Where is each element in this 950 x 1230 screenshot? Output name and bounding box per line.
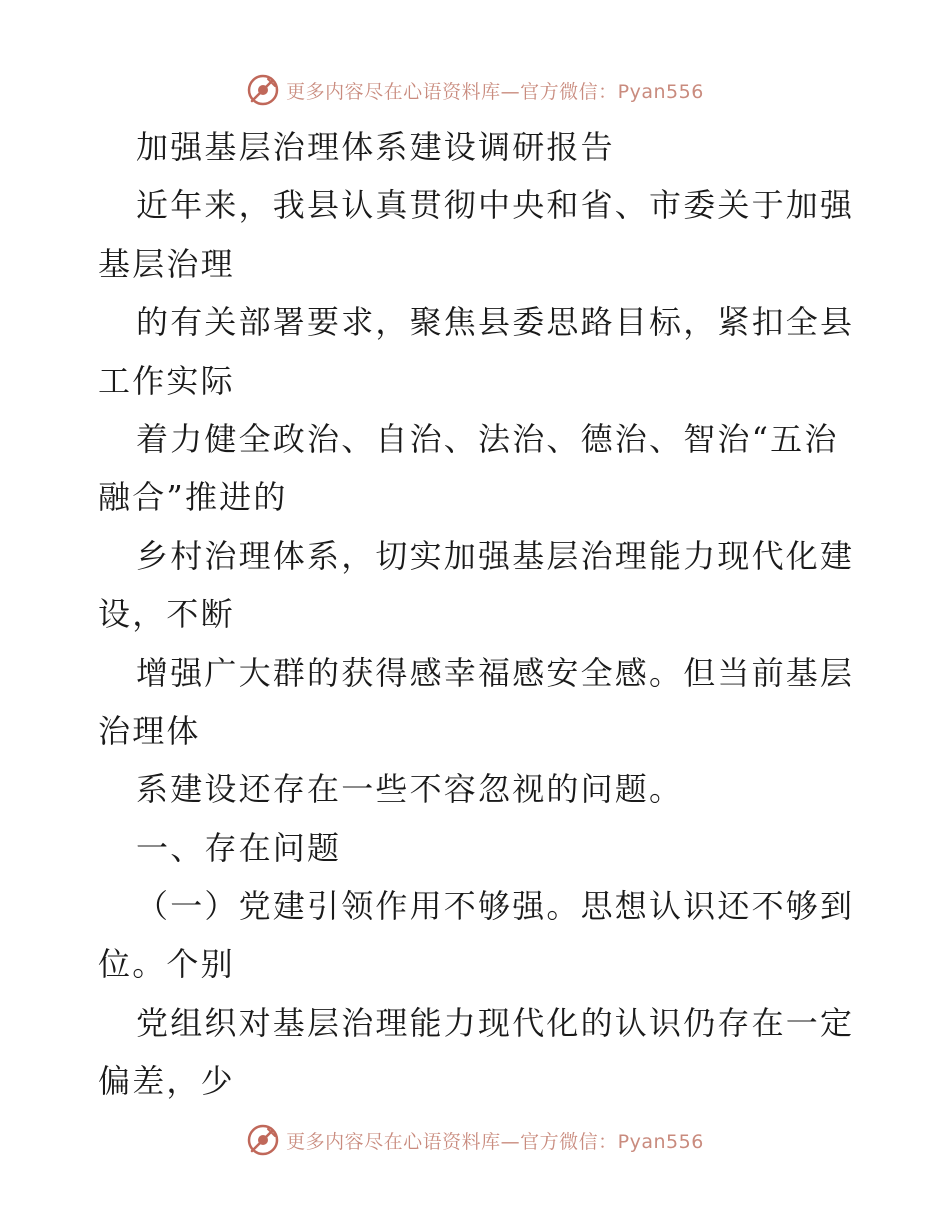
text-line: 近年来，我县认真贯彻中央和省、市委关于加强	[136, 186, 855, 225]
document-body	[98, 118, 858, 1111]
text-line: （一）党建引领作用不够强。思想认识还不够到	[136, 887, 855, 926]
text-line: 的有关部署要求，聚焦县委思路目标，紧扣全县	[136, 303, 855, 342]
text-line: 治理体	[98, 711, 201, 750]
pen-logo-icon	[246, 73, 280, 107]
watermark-text: 更多内容尽在心语资料库—官方微信：Pyan556	[286, 80, 704, 103]
text-line: 乡村治理体系，切实加强基层治理能力现代化建	[136, 536, 855, 575]
text-line: 党组织对基层治理能力现代化的认识仍存在一定	[136, 1003, 855, 1042]
text-line: 工作实际	[98, 361, 235, 400]
text-line: 着力健全政治、自治、法治、德治、智治“五治	[136, 419, 839, 458]
text-line: 增强广大群的获得感幸福感安全感。但当前基层	[136, 653, 855, 692]
text-line: 偏差，少	[98, 1062, 235, 1101]
text-line: 一、存在问题	[136, 828, 342, 867]
text-line: 融合”推进的	[98, 478, 288, 517]
watermark-header	[0, 70, 950, 110]
text-line: 位。个别	[98, 945, 235, 984]
text-line: 加强基层治理体系建设调研报告	[136, 128, 615, 166]
text-line: 设，不断	[98, 595, 235, 634]
text-line: 基层治理	[98, 244, 235, 283]
pen-logo-icon	[246, 1123, 280, 1157]
text-line: 系建设还存在一些不容忽视的问题。	[136, 770, 684, 809]
watermark-footer	[0, 1120, 950, 1160]
watermark-text: 更多内容尽在心语资料库—官方微信：Pyan556	[286, 1130, 704, 1153]
